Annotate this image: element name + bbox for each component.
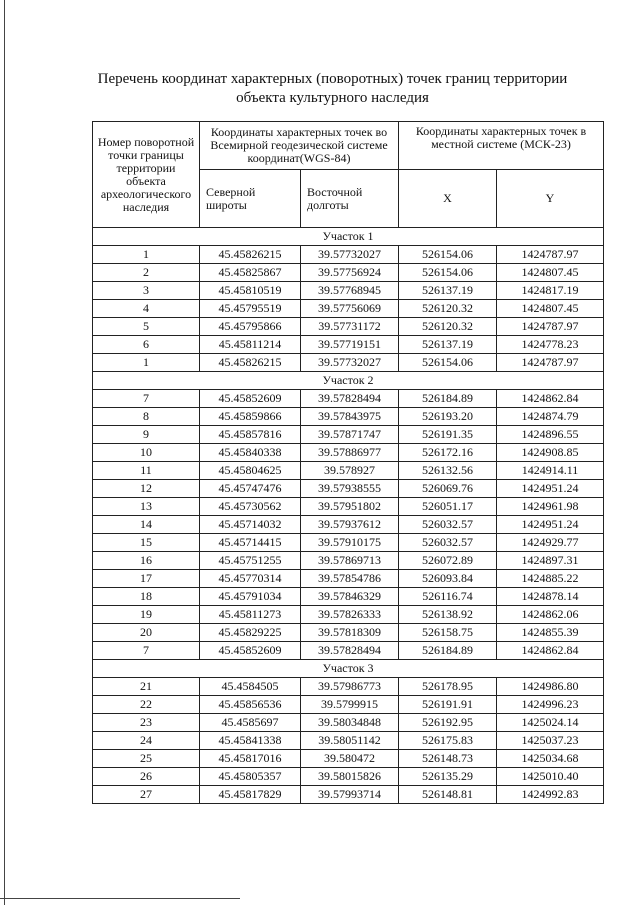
x-cell: 526132.56 bbox=[399, 462, 497, 480]
point-number-cell: 15 bbox=[93, 534, 200, 552]
y-cell: 1424996.23 bbox=[497, 696, 604, 714]
east-longitude-cell: 39.57910175 bbox=[301, 534, 399, 552]
scan-edge-bottom bbox=[0, 898, 240, 899]
title-line-1: Перечень координат характерных (поворотных) точек границ территории bbox=[97, 71, 568, 87]
y-cell: 1424878.14 bbox=[497, 588, 604, 606]
section-row bbox=[93, 228, 604, 246]
title-line-2: объекта культурного наследия bbox=[236, 90, 429, 106]
table-row bbox=[93, 516, 604, 534]
table-body bbox=[93, 228, 604, 804]
document-title bbox=[60, 70, 605, 108]
section-name: Участок 1 bbox=[93, 228, 604, 246]
header-north: Северной широты bbox=[200, 170, 301, 228]
table-row bbox=[93, 336, 604, 354]
y-cell: 1424914.11 bbox=[497, 462, 604, 480]
point-number-cell: 1 bbox=[93, 246, 200, 264]
east-longitude-cell: 39.57818309 bbox=[301, 624, 399, 642]
table-row bbox=[93, 570, 604, 588]
x-cell: 526172.16 bbox=[399, 444, 497, 462]
table-row bbox=[93, 606, 604, 624]
table-row bbox=[93, 246, 604, 264]
north-latitude-cell: 45.4585697 bbox=[200, 714, 301, 732]
north-latitude-cell: 45.4584505 bbox=[200, 678, 301, 696]
point-number-cell: 10 bbox=[93, 444, 200, 462]
point-number-cell: 9 bbox=[93, 426, 200, 444]
east-longitude-cell: 39.57828494 bbox=[301, 390, 399, 408]
table-row bbox=[93, 552, 604, 570]
x-cell: 526193.20 bbox=[399, 408, 497, 426]
table-row bbox=[93, 426, 604, 444]
y-cell: 1424908.85 bbox=[497, 444, 604, 462]
north-latitude-cell: 45.45811273 bbox=[200, 606, 301, 624]
y-cell: 1424778.23 bbox=[497, 336, 604, 354]
east-longitude-cell: 39.57843975 bbox=[301, 408, 399, 426]
x-cell: 526175.83 bbox=[399, 732, 497, 750]
east-longitude-cell: 39.57768945 bbox=[301, 282, 399, 300]
y-cell: 1424787.97 bbox=[497, 318, 604, 336]
table-row bbox=[93, 678, 604, 696]
point-number-cell: 7 bbox=[93, 390, 200, 408]
north-latitude-cell: 45.45840338 bbox=[200, 444, 301, 462]
north-latitude-cell: 45.45826215 bbox=[200, 354, 301, 372]
x-cell: 526154.06 bbox=[399, 246, 497, 264]
table-row bbox=[93, 480, 604, 498]
section-name: Участок 3 bbox=[93, 660, 604, 678]
point-number-cell: 1 bbox=[93, 354, 200, 372]
table-row bbox=[93, 318, 604, 336]
point-number-cell: 19 bbox=[93, 606, 200, 624]
point-number-cell: 26 bbox=[93, 768, 200, 786]
x-cell: 526191.35 bbox=[399, 426, 497, 444]
table-row bbox=[93, 534, 604, 552]
table-row bbox=[93, 624, 604, 642]
east-longitude-cell: 39.57871747 bbox=[301, 426, 399, 444]
section-row bbox=[93, 660, 604, 678]
x-cell: 526154.06 bbox=[399, 264, 497, 282]
table-row bbox=[93, 498, 604, 516]
header-east: Восточной долготы bbox=[301, 170, 399, 228]
north-latitude-cell: 45.45841338 bbox=[200, 732, 301, 750]
north-latitude-cell: 45.45826215 bbox=[200, 246, 301, 264]
point-number-cell: 18 bbox=[93, 588, 200, 606]
point-number-cell: 14 bbox=[93, 516, 200, 534]
table-row bbox=[93, 390, 604, 408]
table-row bbox=[93, 732, 604, 750]
point-number-cell: 12 bbox=[93, 480, 200, 498]
y-cell: 1424885.22 bbox=[497, 570, 604, 588]
x-cell: 526116.74 bbox=[399, 588, 497, 606]
east-longitude-cell: 39.57846329 bbox=[301, 588, 399, 606]
north-latitude-cell: 45.45714415 bbox=[200, 534, 301, 552]
y-cell: 1424896.55 bbox=[497, 426, 604, 444]
east-longitude-cell: 39.57986773 bbox=[301, 678, 399, 696]
section-row bbox=[93, 372, 604, 390]
y-cell: 1425024.14 bbox=[497, 714, 604, 732]
y-cell: 1424951.24 bbox=[497, 516, 604, 534]
x-cell: 526154.06 bbox=[399, 354, 497, 372]
point-number-cell: 21 bbox=[93, 678, 200, 696]
east-longitude-cell: 39.57937612 bbox=[301, 516, 399, 534]
table-row bbox=[93, 444, 604, 462]
header-x: X bbox=[399, 170, 497, 228]
x-cell: 526158.75 bbox=[399, 624, 497, 642]
x-cell: 526184.89 bbox=[399, 390, 497, 408]
east-longitude-cell: 39.58015826 bbox=[301, 768, 399, 786]
y-cell: 1424862.06 bbox=[497, 606, 604, 624]
east-longitude-cell: 39.57826333 bbox=[301, 606, 399, 624]
east-longitude-cell: 39.578927 bbox=[301, 462, 399, 480]
y-cell: 1424874.79 bbox=[497, 408, 604, 426]
east-longitude-cell: 39.57869713 bbox=[301, 552, 399, 570]
y-cell: 1424817.19 bbox=[497, 282, 604, 300]
north-latitude-cell: 45.45859866 bbox=[200, 408, 301, 426]
north-latitude-cell: 45.45817829 bbox=[200, 786, 301, 804]
east-longitude-cell: 39.58034848 bbox=[301, 714, 399, 732]
north-latitude-cell: 45.45825867 bbox=[200, 264, 301, 282]
y-cell: 1424929.77 bbox=[497, 534, 604, 552]
east-longitude-cell: 39.57993714 bbox=[301, 786, 399, 804]
north-latitude-cell: 45.45857816 bbox=[200, 426, 301, 444]
point-number-cell: 16 bbox=[93, 552, 200, 570]
coordinates-table bbox=[92, 121, 604, 804]
x-cell: 526184.89 bbox=[399, 642, 497, 660]
y-cell: 1424807.45 bbox=[497, 300, 604, 318]
east-longitude-cell: 39.57756924 bbox=[301, 264, 399, 282]
y-cell: 1424787.97 bbox=[497, 246, 604, 264]
x-cell: 526135.29 bbox=[399, 768, 497, 786]
y-cell: 1424986.80 bbox=[497, 678, 604, 696]
x-cell: 526137.19 bbox=[399, 336, 497, 354]
point-number-cell: 20 bbox=[93, 624, 200, 642]
point-number-cell: 13 bbox=[93, 498, 200, 516]
point-number-cell: 24 bbox=[93, 732, 200, 750]
section-name: Участок 2 bbox=[93, 372, 604, 390]
north-latitude-cell: 45.45856536 bbox=[200, 696, 301, 714]
table-row bbox=[93, 264, 604, 282]
table-row bbox=[93, 282, 604, 300]
point-number-cell: 5 bbox=[93, 318, 200, 336]
east-longitude-cell: 39.57732027 bbox=[301, 354, 399, 372]
east-longitude-cell: 39.57756069 bbox=[301, 300, 399, 318]
x-cell: 526120.32 bbox=[399, 318, 497, 336]
north-latitude-cell: 45.45795866 bbox=[200, 318, 301, 336]
east-longitude-cell: 39.57951802 bbox=[301, 498, 399, 516]
x-cell: 526191.91 bbox=[399, 696, 497, 714]
north-latitude-cell: 45.45811214 bbox=[200, 336, 301, 354]
x-cell: 526192.95 bbox=[399, 714, 497, 732]
north-latitude-cell: 45.45747476 bbox=[200, 480, 301, 498]
east-longitude-cell: 39.57828494 bbox=[301, 642, 399, 660]
point-number-cell: 8 bbox=[93, 408, 200, 426]
y-cell: 1424897.31 bbox=[497, 552, 604, 570]
x-cell: 526178.95 bbox=[399, 678, 497, 696]
east-longitude-cell: 39.57854786 bbox=[301, 570, 399, 588]
north-latitude-cell: 45.45751255 bbox=[200, 552, 301, 570]
table-row bbox=[93, 642, 604, 660]
east-longitude-cell: 39.57886977 bbox=[301, 444, 399, 462]
x-cell: 526032.57 bbox=[399, 516, 497, 534]
north-latitude-cell: 45.45829225 bbox=[200, 624, 301, 642]
x-cell: 526032.57 bbox=[399, 534, 497, 552]
point-number-cell: 25 bbox=[93, 750, 200, 768]
y-cell: 1424807.45 bbox=[497, 264, 604, 282]
y-cell: 1425037.23 bbox=[497, 732, 604, 750]
north-latitude-cell: 45.45804625 bbox=[200, 462, 301, 480]
y-cell: 1424787.97 bbox=[497, 354, 604, 372]
y-cell: 1424992.83 bbox=[497, 786, 604, 804]
table-row bbox=[93, 768, 604, 786]
y-cell: 1424862.84 bbox=[497, 642, 604, 660]
north-latitude-cell: 45.45810519 bbox=[200, 282, 301, 300]
header-y: Y bbox=[497, 170, 604, 228]
point-number-cell: 2 bbox=[93, 264, 200, 282]
y-cell: 1425034.68 bbox=[497, 750, 604, 768]
north-latitude-cell: 45.45852609 bbox=[200, 390, 301, 408]
east-longitude-cell: 39.57938555 bbox=[301, 480, 399, 498]
table-row bbox=[93, 588, 604, 606]
east-longitude-cell: 39.57731172 bbox=[301, 318, 399, 336]
north-latitude-cell: 45.45805357 bbox=[200, 768, 301, 786]
north-latitude-cell: 45.45852609 bbox=[200, 642, 301, 660]
x-cell: 526069.76 bbox=[399, 480, 497, 498]
table-row bbox=[93, 714, 604, 732]
point-number-cell: 23 bbox=[93, 714, 200, 732]
x-cell: 526072.89 bbox=[399, 552, 497, 570]
x-cell: 526051.17 bbox=[399, 498, 497, 516]
point-number-cell: 11 bbox=[93, 462, 200, 480]
x-cell: 526138.92 bbox=[399, 606, 497, 624]
point-number-cell: 4 bbox=[93, 300, 200, 318]
x-cell: 526120.32 bbox=[399, 300, 497, 318]
east-longitude-cell: 39.580472 bbox=[301, 750, 399, 768]
table-row bbox=[93, 354, 604, 372]
table-row bbox=[93, 696, 604, 714]
point-number-cell: 6 bbox=[93, 336, 200, 354]
point-number-cell: 27 bbox=[93, 786, 200, 804]
y-cell: 1424855.39 bbox=[497, 624, 604, 642]
scan-edge-left bbox=[4, 0, 5, 905]
north-latitude-cell: 45.45730562 bbox=[200, 498, 301, 516]
x-cell: 526148.81 bbox=[399, 786, 497, 804]
y-cell: 1424862.84 bbox=[497, 390, 604, 408]
point-number-cell: 3 bbox=[93, 282, 200, 300]
x-cell: 526148.73 bbox=[399, 750, 497, 768]
table-row bbox=[93, 786, 604, 804]
east-longitude-cell: 39.57732027 bbox=[301, 246, 399, 264]
y-cell: 1424951.24 bbox=[497, 480, 604, 498]
north-latitude-cell: 45.45791034 bbox=[200, 588, 301, 606]
north-latitude-cell: 45.45817016 bbox=[200, 750, 301, 768]
north-latitude-cell: 45.45770314 bbox=[200, 570, 301, 588]
table-row bbox=[93, 750, 604, 768]
north-latitude-cell: 45.45714032 bbox=[200, 516, 301, 534]
y-cell: 1424961.98 bbox=[497, 498, 604, 516]
east-longitude-cell: 39.57719151 bbox=[301, 336, 399, 354]
header-point-number: Номер поворотной точки границы территории объекта археологического наследия bbox=[93, 122, 200, 228]
y-cell: 1425010.40 bbox=[497, 768, 604, 786]
east-longitude-cell: 39.58051142 bbox=[301, 732, 399, 750]
point-number-cell: 7 bbox=[93, 642, 200, 660]
point-number-cell: 17 bbox=[93, 570, 200, 588]
x-cell: 526137.19 bbox=[399, 282, 497, 300]
header-msk: Координаты характерных точек в местной системе (МСК-23) bbox=[399, 122, 604, 170]
header-wgs: Координаты характерных точек во Всемирной геодезической системе координат(WGS-84) bbox=[200, 122, 399, 170]
point-number-cell: 22 bbox=[93, 696, 200, 714]
table-row bbox=[93, 408, 604, 426]
north-latitude-cell: 45.45795519 bbox=[200, 300, 301, 318]
x-cell: 526093.84 bbox=[399, 570, 497, 588]
table-row bbox=[93, 462, 604, 480]
east-longitude-cell: 39.5799915 bbox=[301, 696, 399, 714]
table-row bbox=[93, 300, 604, 318]
